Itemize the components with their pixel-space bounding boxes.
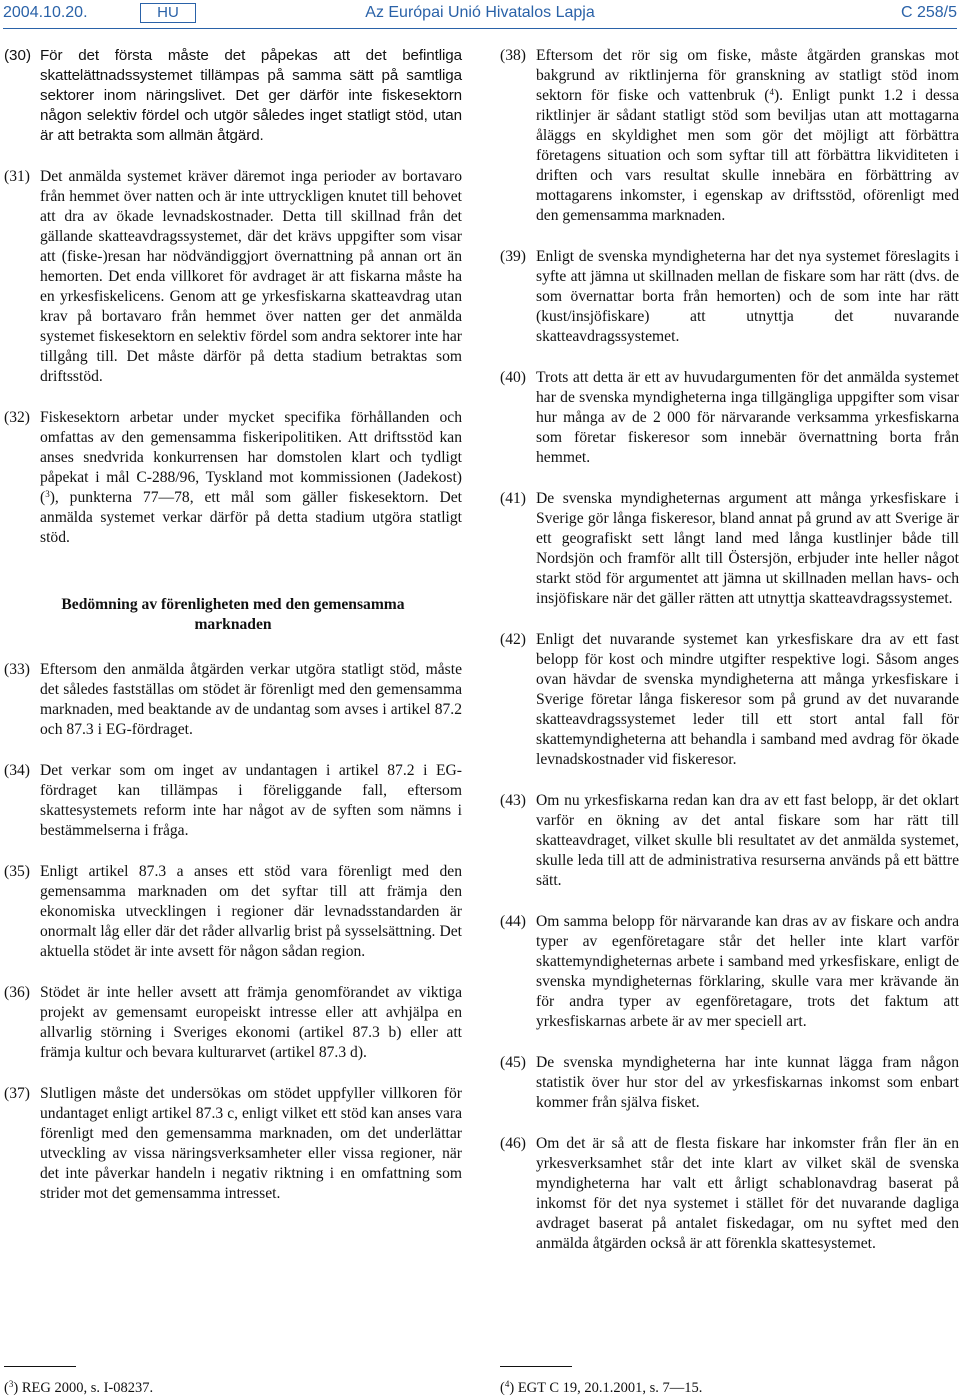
paragraph-42 [500,630,959,770]
header-divider [3,28,957,29]
paragraph-number: (44) [500,913,526,930]
paragraph-text-part: ). Enligt punkt 1.2 i dessa riktlinjer är sådant statligt stöd som beviljas utan att mottagarna åläggs en skyldighet men som gör det möjligt att förbättra företagens situation och som syftar till att förbättra likviditeten i driften och vars resultat skulle innebära en förbättring av mottagarens inkomster, i egenskap av driftsstöd, oförenligt med den gemensamma marknaden. [536,87,959,224]
footnote-divider [4,1366,76,1367]
language-badge: HU [140,3,196,23]
paragraph-text [536,46,959,226]
footnote-ref[interactable]: 3 [45,489,50,499]
paragraph-text: Det anmälda systemet kräver däremot inga perioder av bortavaro från hemmet över natten och är inte uttryckligen knutet till behovet att dra av ökade levnadskostnader. Detta till skillnad från det gällande skatteavdragssystemet, där det krävs uppgifter som visar att (fiske-)resan har nödvändiggjort övernattning på annan ort än hemorten. Det enda villkoret för avdraget är att fiskarna måste ha en yrkesfiskelicens. Genom att ge yrkesfiskarna skatteavdrag utan krav på bortavaro från hemmet över natten ger det anmälda systemet fiskesektorn en selektiv fördel som andra sektorer inte har tillgång till. Det måste därför på detta stadium betraktas som driftsstöd. [40,168,462,385]
paragraph-number: (30) [4,47,32,64]
page-header [3,0,957,26]
paragraph-text: Om nu yrkesfiskarna redan kan dra av ett fast belopp, är det oklart varför en ökning av det antal fiskare som har rätt till skatteavdraget, vilket skulle bli resultatet av det anmälda systemet, skulle leda till att de administrativa resurserna används på ett bättre sätt. [536,792,959,889]
paragraph-text: Om det är så att de flesta fiskare har inkomster från fler än en yrkesverksamhet står det inte klart av vilket skäl de svenska myndigheterna har valt ett årligt schablonavdrag baserat på inkomst för det nya systemet i stället för det nuvarande dagliga avdraget baserat på antalet fiskedagar, om nu syftet med den anmälda åtgärden också är att förenkla skattesystemet. [536,1135,959,1252]
paragraph-45 [500,1053,959,1113]
paragraph-39 [500,247,959,347]
paragraph-number: (46) [500,1135,526,1152]
journal-title: Az Európai Unió Hivatalos Lapja [365,4,595,21]
paragraph-36 [4,983,462,1063]
left-column [4,46,462,1225]
paragraph-number: (42) [500,631,526,648]
paragraph-number: (41) [500,490,526,507]
footnote-3: ($^3$) REG 2000, s. I-08237. [4,1379,154,1396]
paragraph-text: Om samma belopp för närvarande kan dras av av fiskare och andra typer av egenföretagare står det heller inte klart varför skattemyndigheternas arbete i samband med yrkesfiskare, enligt de svenska myndigheternas förklaring, skulle vara mer krävande än för andra typer av egenföretagare, trots det faktum att yrkesfiskarnas arbete är av mer speciell art. [536,913,959,1030]
paragraph-text: De svenska myndigheterna har inte kunnat lägga fram någon statistik över hur stor del av yrkesfiskarnas inkomst som enbart kommer från själva fisket. [536,1054,959,1111]
footnote-divider [500,1366,572,1367]
paragraph-number: (34) [4,762,30,779]
footnote-ref[interactable]: 4 [769,87,774,97]
paragraph-43 [500,791,959,891]
paragraph-number: (35) [4,863,30,880]
paragraph-46 [500,1134,959,1254]
paragraph-number: (38) [500,47,526,64]
publication-date: 2004.10.20. [3,4,88,21]
paragraph-text: De svenska myndigheternas argument att många yrkesfiskare i Sverige gör långa fiskeresor, bland annat på grund av att Sverige är ett geografiskt sett långt land med långa kustlinjer både till Nordsjön och framför allt till Östersjön, erbjuder inte heller något starkt stöd för argumentet att jämna ut skillnaden mellan havs- och insjöfiskare när det gäller rätten att utnyttja skatteavdragssystemet. [536,490,959,607]
footnote-text: EGT C 19, 20.1.2001, s. 7—15. [517,1380,703,1396]
paragraph-text-part: Fiskesektorn arbetar under mycket specifika förhållanden och omfattas av den gemensamma fiskeripolitiken. Att driftsstöd kan anses snedvrida konkurrensen har domstolen klart och tydligt påpekat i mål C-288/96, Tyskland mot kommissionen (Jadekost) ( [40,409,462,506]
paragraph-40 [500,368,959,468]
footnote-mark: 4 [504,1379,510,1389]
footnote-text: REG 2000, s. I-08237. [21,1380,154,1396]
paragraph-30 [4,46,462,146]
paragraph-44 [500,912,959,1032]
paragraph-text: Det verkar som om inget av undantagen i artikel 87.2 i EG-fördraget kan tillämpas i föreliggande fall, eftersom skattesystemets reform inte har något av de syften som nämns i bestämmelserna i fråga. [40,762,462,839]
paragraph-number: (31) [4,168,30,185]
paragraph-text-part: Eftersom det rör sig om fiske, måste åtgärden granskas mot bakgrund av riktlinjerna för granskning av statligt stöd inom sektorn för fiske och vattenbruk ( [536,47,959,104]
page-number: C 258/5 [900,4,957,21]
paragraph-35 [4,862,462,962]
paragraph-number: (45) [500,1054,526,1071]
paragraph-33 [4,660,462,740]
paragraph-text: Trots att detta är ett av huvudargumenten för det anmälda systemet har de svenska myndigheterna inga tillgängliga uppgifter som visar hur många av de 2 000 för närvarande verksamma yrkesfiskarna som företar fiskeresor som innebär övernattning borta från hemmet. [536,369,959,466]
paragraph-text: Enligt de svenska myndigheterna har det nya systemet föreslagits i syfte att jämna ut skillnaden mellan de fiskare som har rätt (dvs. de som övernattar borta från hemorten) och de som inte har rätt (kust/insjöfiskare) att utnyttja det nuvarande skatteavdragssystemet. [536,248,959,345]
section-heading: Bedömning av förenligheten med den gemensamma marknaden [61,596,405,633]
paragraph-number: (33) [4,661,30,678]
paragraph-text [40,408,462,548]
paragraph-text: Slutligen måste det undersökas om stödet uppfyller villkoren för undantaget enligt artikel 87.3 c, enligt vilket ett stöd kan anses vara förenligt med den gemensamma marknaden, om det underlättar utveckling av vissa näringsverksamheter eller vissa regioner, när det inte påverkar handeln i negativ riktning i en omfattning som strider mot det gemensamma intresset. [40,1085,462,1202]
paragraph-number: (37) [4,1085,30,1102]
paragraph-37 [4,1084,462,1204]
paragraph-34 [4,761,462,841]
paragraph-text: Enligt det nuvarande systemet kan yrkesfiskare dra av ett fast belopp för kost och mindre utgifter respektive logi. Såsom anges ovan hävdar de svenska myndigheterna att många yrkesfiskare i Sverige företar långa fiskeresor som på grund av det nuvarande skatteavdragssystemet leder till ett stort antal fall för skattemyndigheterna att behandla i samband med avdrag för ökade levnadskostnader vid fiskeresor. [536,631,959,768]
right-column [500,46,959,1275]
paragraph-32 [4,408,462,548]
paragraph-text: Eftersom den anmälda åtgärden verkar utgöra statligt stöd, måste det således fastställas om stödet är förenligt med den gemensamma marknaden, med beaktande av de undantag som avses i artikel 87.2 och 87.3 i EG-fördraget. [40,661,462,738]
footnote-mark: 3 [8,1379,14,1389]
footnote-4: ($^4$) EGT C 19, 20.1.2001, s. 7—15. [500,1379,703,1396]
paragraph-number: (32) [4,409,30,426]
paragraph-text: Stödet är inte heller avsett att främja genomförandet av viktiga projekt av gemensamt europeiskt intresse eller att avhjälpa en allvarlig störning i Sveriges ekonomi (artikel 87.3 b) eller att främja kultur och bevara kulturarvet (artikel 87.3 d). [40,984,462,1061]
paragraph-text-part: ), punkterna 77—78, ett mål som gäller fiskesektorn. Det anmälda systemet verkar därför på detta stadium utgöra statligt stöd. [40,489,462,546]
paragraph-38 [500,46,959,226]
paragraph-number: (43) [500,792,526,809]
paragraph-text: Enligt artikel 87.3 a anses ett stöd vara förenligt med den gemensamma marknaden om det syftar till att främja den ekonomiska utvecklingen i regioner där levnadsstandarden är onormalt låg eller där det råder allvarlig brist på sysselsättning. Det aktuella stödet är inte avsett för någon sådan region. [40,863,462,960]
paragraph-number: (40) [500,369,526,386]
paragraph-31 [4,167,462,387]
paragraph-number: (39) [500,248,526,265]
paragraph-text: För det första måste det påpekas att det befintliga skattelättnadssystemet tillämpas på samma sätt på samtliga sektorer inom näringslivet. Det ger därför inte fiskesektorn någon selektiv fördel och utgör således inget statligt stöd, utan är att betrakta som allmän åtgärd. [40,47,462,144]
paragraph-41 [500,489,959,609]
paragraph-number: (36) [4,984,30,1001]
